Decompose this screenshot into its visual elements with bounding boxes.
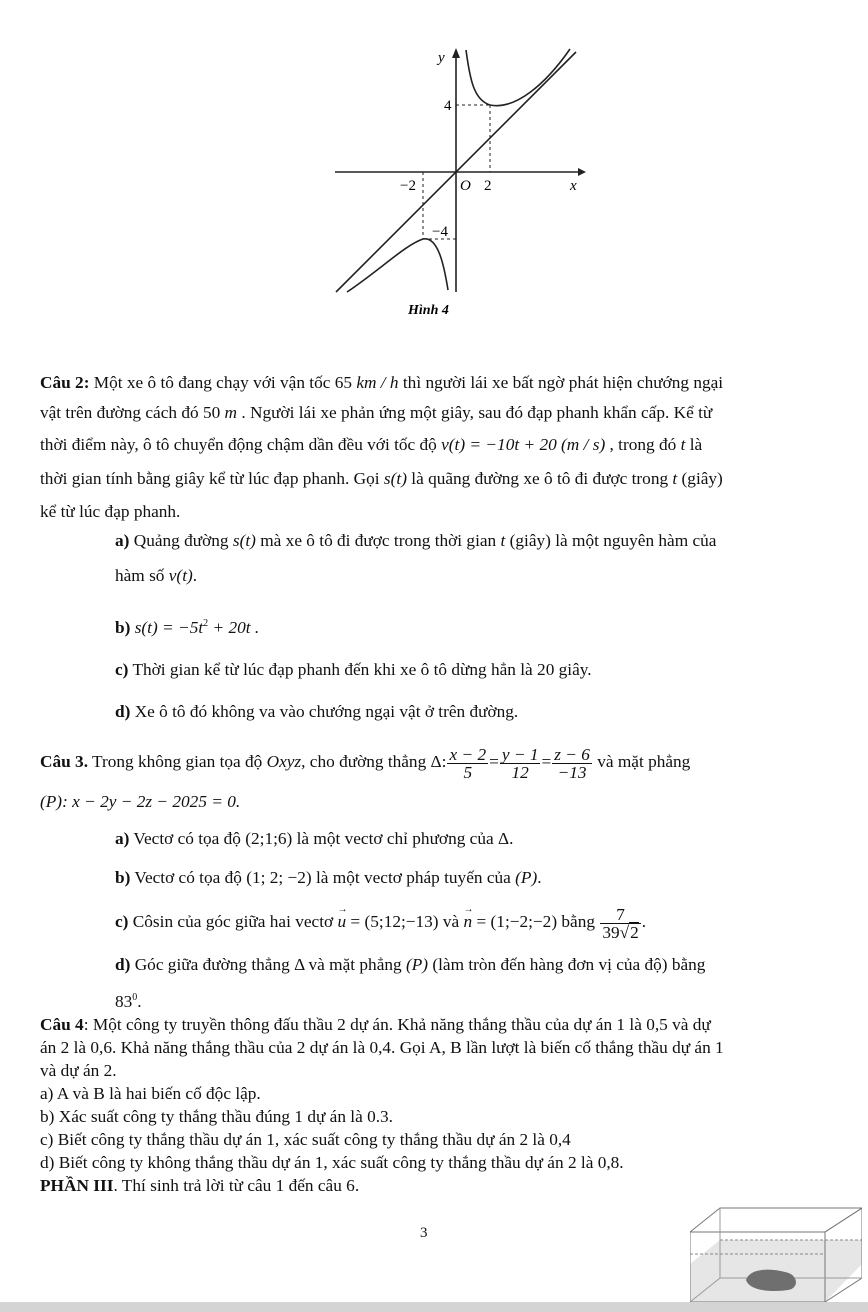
part3-heading — [40, 1176, 359, 1196]
fraction-den: −13 — [557, 762, 587, 782]
fraction-cosine — [600, 906, 640, 941]
item-text: hàm số — [115, 566, 169, 585]
tick-label-x-2: 2 — [484, 178, 492, 194]
fraction-num: y − 1 — [501, 744, 539, 764]
q3-line-1 — [40, 742, 690, 782]
item-label: d) — [115, 702, 131, 721]
tank-svg — [690, 1200, 862, 1302]
q2-math-velocity: v(t) = −10t + 20 (m / s) — [441, 435, 606, 454]
q4-item-b: b) Xác suất công ty thắng thầu đúng 1 dự án là 0.3. — [40, 1107, 393, 1126]
fraction-den-radicand: 2 — [630, 922, 639, 942]
fraction-num: z − 6 — [554, 744, 590, 764]
graph-figure — [320, 40, 620, 330]
q2-text: , trong đó — [605, 435, 681, 454]
fraction-den: 5 — [463, 762, 473, 782]
item-label: d) — [115, 955, 131, 974]
part3-label: PHẦN III — [40, 1176, 114, 1195]
item-text: . — [537, 868, 542, 887]
y-axis-arrow — [452, 48, 460, 58]
q2-item-c — [115, 660, 592, 680]
tank-top — [690, 1208, 862, 1232]
figure-caption: Hình 4 — [408, 303, 449, 318]
q2-math-t: t — [672, 469, 678, 488]
q2-math-s: s(t) — [383, 469, 407, 488]
q2-item-b — [115, 614, 259, 638]
fraction — [447, 746, 488, 781]
item-math: (P) — [405, 955, 429, 974]
item-math: (1; 2; −2) — [246, 868, 312, 887]
fraction-num: x − 2 — [449, 744, 487, 764]
angle-value: 83 — [115, 991, 133, 1011]
q3-math-delta: Δ: — [430, 752, 447, 771]
q3-item-d-value — [115, 988, 142, 1012]
q3-item-c — [115, 902, 646, 942]
item-text: và — [438, 912, 464, 931]
item-text: . — [137, 991, 142, 1011]
tick-label-y-neg4: −4 — [432, 224, 448, 240]
q3-item-d — [115, 955, 705, 975]
q4-item-a: a) A và B là hai biến cố độc lập. — [40, 1084, 261, 1103]
q4-line-1 — [40, 1015, 711, 1035]
item-text: là một vectơ pháp tuyến của — [311, 868, 516, 887]
item-math: (2;1;6) — [245, 829, 293, 848]
q2-item-a-cont — [115, 566, 197, 586]
q3-text: cho đường thẳng — [305, 752, 431, 771]
q2-text: là quãng đường xe ô tô đi được trong — [406, 469, 673, 488]
q4-label: Câu 4 — [40, 1015, 84, 1034]
item-math: + 20t . — [208, 617, 260, 637]
q2-text: thì người lái xe bất ngờ phát hiện chướng ngại — [398, 373, 724, 392]
vector-u: → u — [337, 902, 346, 942]
fraction-den: 12 — [511, 762, 529, 782]
item-text: . — [192, 566, 198, 585]
q2-line-2 — [40, 403, 712, 423]
axis-label-x: x — [570, 178, 577, 194]
q3-label: Câu 3. — [40, 752, 89, 771]
q2-line-4 — [40, 469, 723, 489]
tank-figure — [690, 1200, 862, 1302]
q2-math-m: m — [224, 403, 238, 422]
curve-upper-branch — [466, 49, 570, 106]
q4-line-3: và dự án 2. — [40, 1061, 117, 1080]
fraction-den: 39√2 — [602, 922, 639, 942]
item-text: Côsin của góc giữa hai vectơ — [128, 912, 338, 931]
q2-item-d — [115, 702, 518, 722]
page-number: 3 — [420, 1225, 428, 1241]
item-math: s(t) — [232, 531, 256, 550]
item-text: (giây) là một nguyên hàm của — [505, 531, 717, 550]
item-math: v(t) — [168, 566, 193, 585]
q3-item-a — [115, 829, 513, 849]
q2-text: Một xe ô tô đang chạy với vận tốc 65 — [93, 373, 357, 392]
equals: = — [489, 752, 499, 771]
q2-math-kmh: km / h — [356, 373, 399, 392]
x-axis-arrow — [578, 168, 586, 176]
degree-sup: 0 — [132, 992, 138, 1003]
item-text: là một vectơ chỉ phương của Δ. — [292, 829, 514, 848]
item-text: Góc giữa đường thẳng Δ và mặt phẳng — [130, 955, 406, 974]
q2-line-5 — [40, 502, 180, 522]
item-label: c) — [115, 660, 129, 679]
q3-text: và mặt phẳng — [592, 752, 691, 771]
item-sup: 2 — [203, 618, 209, 629]
item-text: Thời gian kể từ lúc đạp phanh đến khi xe ô tô dừng hẳn là 20 giây. — [128, 660, 592, 679]
q4-text: : Một công ty truyền thông đấu thầu 2 dự án. Khả năng thắng thầu của dự án 1 là 0,5 và dự — [83, 1015, 711, 1034]
item-math: (P) — [515, 868, 538, 887]
item-label: b) — [115, 617, 131, 637]
q3-plane: (P): x − 2y − 2z − 2025 = 0. — [40, 792, 241, 811]
q2-text: (giây) — [677, 469, 723, 488]
axis-label-y: y — [438, 50, 445, 66]
q2-text: thời điểm này, ô tô chuyển động chậm dần đều với tốc độ — [40, 435, 442, 454]
q2-text: kể từ lúc đạp phanh. — [40, 502, 181, 521]
item-label: c) — [115, 912, 129, 931]
item-text: Vectơ có tọa độ — [129, 829, 246, 848]
q2-text: . Người lái xe phản ứng một giây, sau đó đạp phanh khẩn cấp. Kể từ — [237, 403, 713, 422]
part3-text: . Thí sinh trả lời từ câu 1 đến câu 6. — [113, 1176, 360, 1195]
tick-label-y-4: 4 — [444, 98, 452, 114]
q2-text: là — [685, 435, 703, 454]
item-math: = (5;12;−13) — [346, 912, 439, 931]
page-bottom-border — [0, 1302, 868, 1312]
fraction — [500, 746, 541, 781]
item-text: mà xe ô tô đi được trong thời gian — [255, 531, 501, 550]
q2-text: thời gian tính bằng giây kể từ lúc đạp phanh. Gọi — [40, 469, 384, 488]
q2-line-1 — [40, 373, 723, 393]
fraction-den-coef: 39 — [602, 922, 620, 942]
fraction — [552, 746, 592, 781]
graph-svg — [320, 40, 620, 330]
q2-item-a — [115, 531, 716, 551]
item-math: t — [500, 531, 506, 550]
q4-item-d: d) Biết công ty không thắng thầu dự án 1, xác suất công ty thắng thầu dự án 2 là 0,8. — [40, 1153, 624, 1172]
q3-text: Trong không gian tọa độ — [88, 752, 267, 771]
item-math: s(t) = −5t — [134, 617, 204, 637]
q3-item-b — [115, 868, 542, 888]
item-text: (làm tròn đến hàng đơn vị của độ) bằng — [428, 955, 706, 974]
origin-label: O — [460, 178, 471, 194]
equals: = — [541, 752, 552, 771]
item-math: = (1;−2;−2) — [472, 912, 558, 931]
item-text: bằng — [557, 912, 600, 931]
fraction-num: 7 — [600, 906, 640, 924]
item-text: Xe ô tô đó không va vào chướng ngại vật ở trên đường. — [130, 702, 519, 721]
item-label: a) — [115, 829, 130, 848]
q2-line-3 — [40, 435, 702, 455]
q2-label: Câu 2: — [40, 373, 90, 392]
tank-edge — [825, 1208, 862, 1232]
tick-label-x-neg2: −2 — [400, 178, 416, 194]
q2-math-t: t — [680, 435, 686, 454]
item-text: . — [641, 912, 647, 931]
vector-n: → n — [464, 902, 473, 942]
item-text: Vectơ có tọa độ — [130, 868, 247, 887]
q2-text: vật trên đường cách đó 50 — [40, 403, 225, 422]
q3-math-oxyz: Oxyz, — [266, 752, 306, 771]
q4-item-c: c) Biết công ty thắng thầu dự án 1, xác suất công ty thắng thầu dự án 2 là 0,4 — [40, 1130, 571, 1149]
q4-line-2: án 2 là 0,6. Khả năng thắng thầu của 2 dự án là 0,4. Gọi A, B lần lượt là biến cố thắng thầu dự án 1 — [40, 1038, 724, 1057]
item-text: Quảng đường — [129, 531, 233, 550]
item-label: b) — [115, 868, 131, 887]
item-label: a) — [115, 531, 130, 550]
